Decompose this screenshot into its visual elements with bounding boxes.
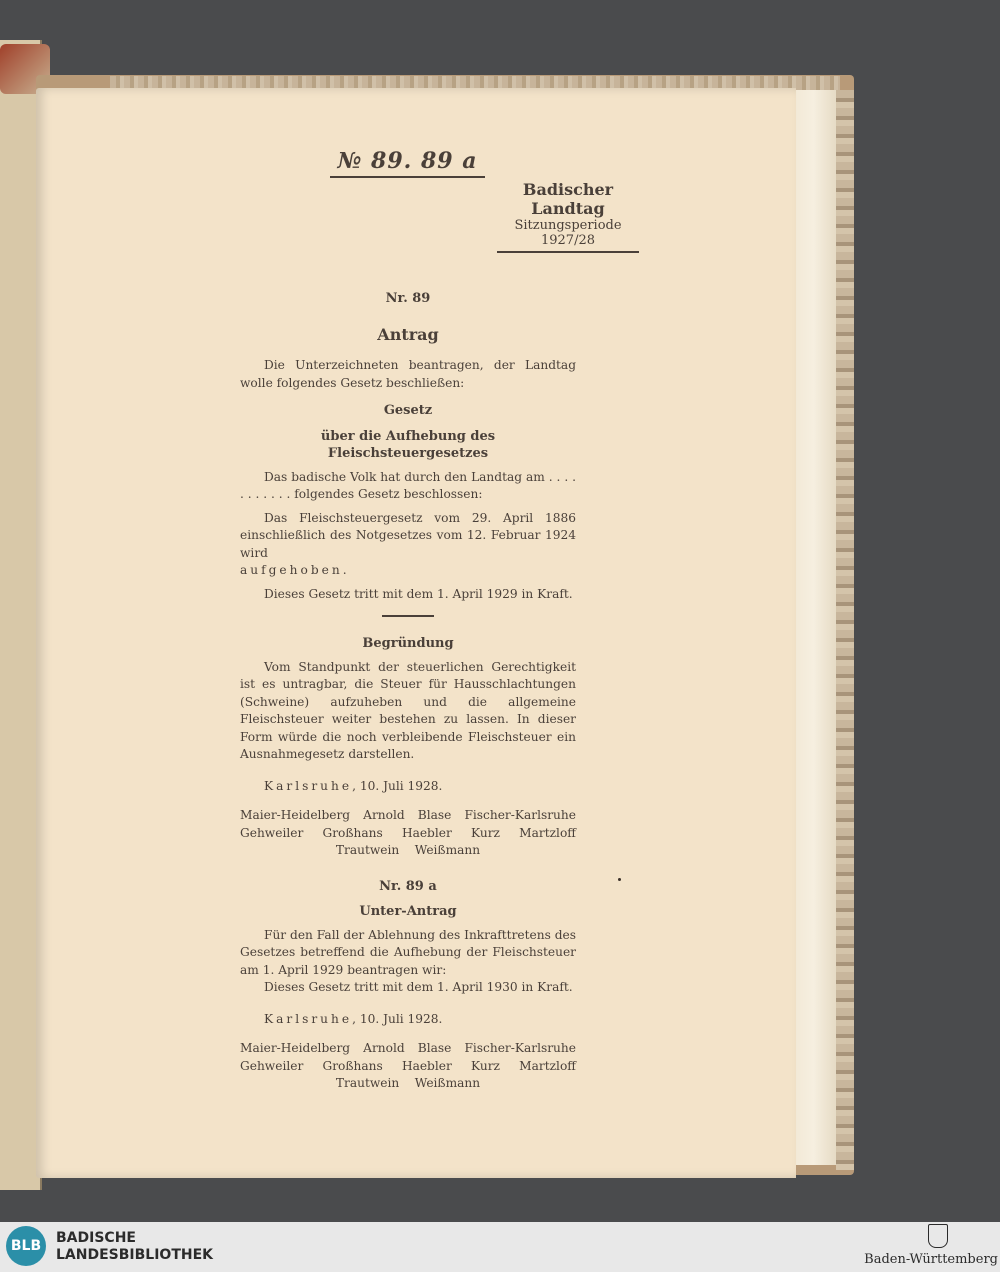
law-paragraph-1: Das badische Volk hat durch den Landtag am . . . . . . . . . . . folgendes Gesetz beschlossen: bbox=[240, 469, 576, 501]
reason-text: Vom Standpunkt der steuerlichen Gerechtigkeit ist es untragbar, die Steuer für Hausschlachtungen (Schweine) aufzuheben und die allgemeine Fleischsteuer weiter bestehen zu lassen. In dieser Form würde die noch verbleibende Fleischsteuer ein Ausnahmegesetz darstellen. bbox=[240, 659, 576, 761]
marbled-edge-right bbox=[836, 90, 854, 1170]
signature: Arnold bbox=[363, 1041, 405, 1055]
signature: Kurz bbox=[471, 1058, 500, 1073]
document-body bbox=[240, 290, 576, 1093]
signatures-row-1b bbox=[240, 1040, 576, 1058]
motion-title: Antrag bbox=[377, 324, 439, 344]
signatures-row-3 bbox=[240, 842, 576, 860]
signature: Fischer-Karlsruhe bbox=[464, 1041, 576, 1055]
signatures-row-2 bbox=[240, 825, 576, 843]
ink-speck bbox=[618, 878, 621, 881]
place: Karlsruhe bbox=[264, 778, 353, 793]
signature: Blase bbox=[417, 1041, 452, 1055]
motion-number: Nr. 89 bbox=[385, 291, 431, 306]
document-number: № 89. 89 a bbox=[330, 148, 485, 178]
signature: Trautwein bbox=[335, 1076, 400, 1090]
signature: Maier-Heidelberg bbox=[240, 1041, 351, 1055]
stamp-line-3: 1927/28 bbox=[540, 233, 595, 248]
law-title: Gesetz bbox=[383, 403, 433, 418]
motion-intro: Die Unterzeichneten beantragen, der Landtag wolle folgendes Gesetz beschließen: bbox=[240, 358, 576, 390]
signature: Haebler bbox=[401, 825, 452, 840]
signature: Weißmann bbox=[414, 843, 481, 857]
blb-logo-icon[interactable]: BLB bbox=[6, 1226, 46, 1266]
signatures-row-2b bbox=[240, 1058, 576, 1076]
signatures-row-1 bbox=[240, 807, 576, 825]
signature: Kurz bbox=[471, 825, 500, 840]
law-paragraph-3: Dieses Gesetz tritt mit dem 1. April 1929 in Kraft. bbox=[264, 586, 573, 601]
library-name-line-1: BADISCHE bbox=[56, 1230, 136, 1246]
state-crest-icon bbox=[928, 1224, 948, 1248]
signatures-row-3b bbox=[240, 1075, 576, 1093]
section-divider bbox=[382, 615, 434, 617]
signature: Martzloff bbox=[519, 1058, 576, 1073]
reason-title: Begründung bbox=[362, 636, 454, 651]
signature: Gehweiler bbox=[240, 1058, 304, 1073]
signature: Großhans bbox=[322, 1058, 383, 1073]
law-subtitle: über die Aufhebung des Fleischsteuergesetzes bbox=[320, 428, 496, 461]
signature: Haebler bbox=[401, 1058, 452, 1073]
state-name[interactable]: Baden-Württemberg bbox=[864, 1252, 998, 1267]
place-date-2 bbox=[240, 1011, 576, 1029]
place: Karlsruhe bbox=[264, 1011, 353, 1026]
submotion-number: Nr. 89 a bbox=[379, 878, 437, 894]
signature: Fischer-Karlsruhe bbox=[464, 808, 576, 822]
submotion-title: Unter-Antrag bbox=[359, 904, 457, 919]
law-paragraph-2-end: aufgehoben. bbox=[240, 563, 350, 577]
place-date bbox=[240, 778, 576, 796]
signature: Blase bbox=[417, 808, 452, 822]
signature: Weißmann bbox=[414, 1076, 481, 1090]
date: , 10. Juli 1928. bbox=[352, 1011, 443, 1026]
submotion-text: Für den Fall der Ablehnung des Inkrafttretens des Gesetzes betreffend die Aufhebung der Fleischsteuer am 1. April 1929 beantragen wir: bbox=[240, 927, 576, 977]
signature: Maier-Heidelberg bbox=[240, 808, 351, 822]
signature: Martzloff bbox=[519, 825, 576, 840]
library-name-line-2: LANDESBIBLIOTHEK bbox=[56, 1247, 214, 1263]
stamp-line-2: Sitzungsperiode bbox=[514, 218, 622, 233]
signature: Trautwein bbox=[335, 843, 400, 857]
landtag-stamp bbox=[497, 180, 639, 253]
law-paragraph-2: Das Fleischsteuergesetz vom 29. April 1886 einschließlich des Notgesetzes vom 12. Februar 1924 wird bbox=[240, 510, 576, 560]
stamp-line-1: Badischer Landtag bbox=[522, 180, 614, 218]
library-name[interactable] bbox=[56, 1230, 213, 1264]
signature: Gehweiler bbox=[240, 825, 304, 840]
signature: Arnold bbox=[363, 808, 405, 822]
signature: Großhans bbox=[322, 825, 383, 840]
date: , 10. Juli 1928. bbox=[352, 778, 443, 793]
submotion-text-2: Dieses Gesetz tritt mit dem 1. April 1930 in Kraft. bbox=[264, 980, 573, 994]
